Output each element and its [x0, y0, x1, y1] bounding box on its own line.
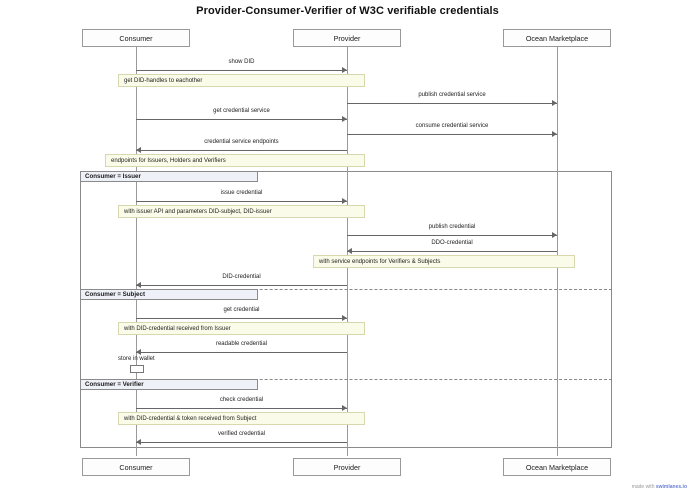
- message-label: issue credential: [220, 190, 263, 196]
- note-label: with service endpoints for Verifiers & Subjects: [319, 258, 441, 265]
- fragment-label-verifier: [80, 379, 258, 390]
- message-line: [136, 352, 347, 353]
- note-label: with issuer API and parameters DID-subject, DID-issuer: [124, 208, 272, 215]
- message-label: check credential: [219, 397, 264, 403]
- note: [118, 412, 365, 425]
- fragment-label: Consumer = Verifier: [85, 381, 144, 388]
- message-line: [136, 442, 347, 443]
- arrow-head-left-icon: [136, 439, 141, 445]
- self-message-label: store in wallet: [118, 356, 155, 362]
- message-line: [347, 103, 557, 104]
- note: [118, 322, 365, 335]
- message-label: get credential: [223, 307, 260, 313]
- actor-label: Ocean Marketplace: [525, 462, 589, 472]
- message-label: credential service endpoints: [204, 139, 279, 145]
- arrow-head-left-icon: [136, 282, 141, 288]
- actor-consumer-top[interactable]: [82, 29, 190, 47]
- arrow-head-right-icon: [552, 100, 557, 106]
- note-label: with DID-credential & token received from Subject: [124, 415, 257, 422]
- credit-brand: swimlanes.io: [655, 484, 687, 490]
- note: [313, 255, 575, 268]
- message-line: [136, 285, 347, 286]
- actor-consumer-bottom[interactable]: [82, 458, 190, 476]
- note-label: with DID-credential received from Issuer: [124, 325, 231, 332]
- arrow-head-right-icon: [342, 116, 347, 122]
- fragment-label: Consumer = Subject: [85, 291, 145, 298]
- message-line: [136, 119, 347, 120]
- message-label: publish credential service: [418, 92, 486, 98]
- message-line: [136, 318, 347, 319]
- arrow-head-left-icon: [136, 147, 141, 153]
- page-title: Provider-Consumer-Verifier of W3C verifiable credentials: [196, 5, 499, 17]
- note: [118, 205, 365, 218]
- note: [118, 74, 365, 87]
- note: [105, 154, 365, 167]
- arrow-head-right-icon: [342, 405, 347, 411]
- message-label: publish credential: [428, 224, 476, 230]
- arrow-head-right-icon: [552, 232, 557, 238]
- credit-prefix: made with: [631, 484, 656, 490]
- fragment-label-issuer: [80, 171, 258, 182]
- arrow-head-right-icon: [342, 67, 347, 73]
- message-line: [347, 235, 557, 236]
- message-label: DID-credential: [222, 274, 261, 280]
- message-label: readable credential: [215, 341, 268, 347]
- arrow-head-right-icon: [552, 131, 557, 137]
- message-line: [136, 70, 347, 71]
- arrow-head-left-icon: [347, 248, 352, 254]
- note-label: get DID-handles to eachother: [124, 77, 203, 84]
- fragment-label-subject: [80, 289, 258, 300]
- message-line: [136, 150, 347, 151]
- message-line: [136, 408, 347, 409]
- arrow-head-right-icon: [342, 315, 347, 321]
- actor-ocean-marketplace-top[interactable]: [503, 29, 611, 47]
- message-line: [347, 134, 557, 135]
- message-line: [136, 201, 347, 202]
- message-label: DDO-credential: [431, 240, 473, 246]
- credit[interactable]: [632, 484, 687, 490]
- arrow-head-left-icon: [136, 349, 141, 355]
- arrow-head-right-icon: [342, 198, 347, 204]
- message-label: get credential service: [213, 108, 270, 114]
- actor-label: Ocean Marketplace: [525, 33, 589, 43]
- message-label: show DID: [228, 59, 255, 65]
- lifeline-ocean-marketplace: [557, 47, 558, 456]
- message-label: verified credential: [217, 431, 266, 437]
- actor-provider-top[interactable]: [293, 29, 401, 47]
- actor-label: Provider: [333, 33, 361, 43]
- actor-label: Consumer: [119, 462, 153, 472]
- actor-label: Provider: [333, 462, 361, 472]
- message-line: [347, 251, 557, 252]
- message-label: consume credential service: [415, 123, 489, 129]
- actor-provider-bottom[interactable]: [293, 458, 401, 476]
- fragment-label: Consumer = Issuer: [85, 173, 141, 180]
- actor-ocean-marketplace-bottom[interactable]: [503, 458, 611, 476]
- self-message-loop: [130, 365, 144, 373]
- note-label: endpoints for Issuers, Holders and Verifiers: [111, 157, 226, 164]
- actor-label: Consumer: [119, 33, 153, 43]
